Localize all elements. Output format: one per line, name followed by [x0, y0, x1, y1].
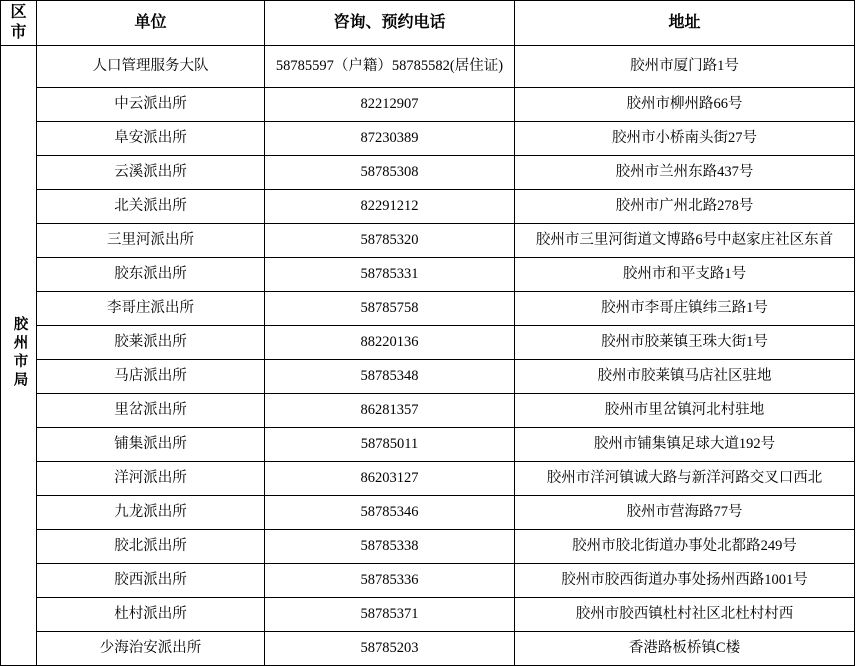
table-row	[1, 326, 855, 360]
address-cell: 胶州市李哥庄镇纬三路1号	[515, 292, 855, 326]
column-header-unit: 单位	[37, 1, 265, 46]
phone-cell: 87230389	[265, 122, 515, 156]
unit-cell: 胶北派出所	[37, 530, 265, 564]
phone-cell: 58785371	[265, 598, 515, 632]
phone-cell: 58785203	[265, 632, 515, 666]
region-label: 胶州市局	[11, 315, 28, 390]
unit-cell: 里岔派出所	[37, 394, 265, 428]
phone-cell: 58785597（户籍）58785582(居住证)	[265, 46, 515, 88]
address-cell: 胶州市铺集镇足球大道192号	[515, 428, 855, 462]
address-cell: 胶州市小桥南头街27号	[515, 122, 855, 156]
address-cell: 胶州市胶北街道办事处北都路249号	[515, 530, 855, 564]
address-cell: 胶州市胶莱镇马店社区驻地	[515, 360, 855, 394]
phone-cell: 86281357	[265, 394, 515, 428]
address-cell: 胶州市兰州东路437号	[515, 156, 855, 190]
table-row	[1, 224, 855, 258]
phone-cell: 58785011	[265, 428, 515, 462]
phone-cell: 58785348	[265, 360, 515, 394]
unit-cell: 洋河派出所	[37, 462, 265, 496]
table-row	[1, 598, 855, 632]
phone-cell: 58785346	[265, 496, 515, 530]
table-row	[1, 530, 855, 564]
table-row	[1, 190, 855, 224]
unit-cell: 阜安派出所	[37, 122, 265, 156]
table-row	[1, 292, 855, 326]
address-cell: 胶州市营海路77号	[515, 496, 855, 530]
table-row	[1, 258, 855, 292]
address-cell: 胶州市胶西街道办事处扬州西路1001号	[515, 564, 855, 598]
unit-cell: 北关派出所	[37, 190, 265, 224]
address-cell: 香港路板桥镇C楼	[515, 632, 855, 666]
address-cell: 胶州市三里河街道文博路6号中赵家庄社区东首	[515, 224, 855, 258]
column-header-address: 地址	[515, 1, 855, 46]
unit-cell: 胶莱派出所	[37, 326, 265, 360]
unit-cell: 胶西派出所	[37, 564, 265, 598]
unit-cell: 三里河派出所	[37, 224, 265, 258]
column-header-phone: 咨询、预约电话	[265, 1, 515, 46]
table-row	[1, 156, 855, 190]
address-cell: 胶州市广州北路278号	[515, 190, 855, 224]
table-row	[1, 360, 855, 394]
unit-cell: 九龙派出所	[37, 496, 265, 530]
table-body	[1, 46, 855, 666]
region-cell	[1, 46, 37, 666]
phone-cell: 88220136	[265, 326, 515, 360]
phone-cell: 58785308	[265, 156, 515, 190]
unit-cell: 人口管理服务大队	[37, 46, 265, 88]
phone-cell: 86203127	[265, 462, 515, 496]
address-cell: 胶州市里岔镇河北村驻地	[515, 394, 855, 428]
address-cell: 胶州市厦门路1号	[515, 46, 855, 88]
table-row	[1, 122, 855, 156]
phone-cell: 58785331	[265, 258, 515, 292]
phone-cell: 82291212	[265, 190, 515, 224]
table-row	[1, 428, 855, 462]
unit-cell: 云溪派出所	[37, 156, 265, 190]
address-cell: 胶州市胶西镇杜村社区北杜村村西	[515, 598, 855, 632]
address-cell: 胶州市和平支路1号	[515, 258, 855, 292]
unit-cell: 铺集派出所	[37, 428, 265, 462]
table-row	[1, 46, 855, 88]
address-cell: 胶州市洋河镇诚大路与新洋河路交叉口西北	[515, 462, 855, 496]
unit-cell: 少海治安派出所	[37, 632, 265, 666]
column-header-region: 区市	[1, 1, 37, 46]
unit-cell: 胶东派出所	[37, 258, 265, 292]
table-header	[1, 1, 855, 46]
table-row	[1, 564, 855, 598]
header-row	[1, 1, 855, 46]
phone-cell: 58785758	[265, 292, 515, 326]
table-row	[1, 394, 855, 428]
unit-cell: 马店派出所	[37, 360, 265, 394]
phone-cell: 58785336	[265, 564, 515, 598]
table-row	[1, 632, 855, 666]
unit-cell: 杜村派出所	[37, 598, 265, 632]
unit-cell: 中云派出所	[37, 88, 265, 122]
unit-cell: 李哥庄派出所	[37, 292, 265, 326]
phone-cell: 82212907	[265, 88, 515, 122]
address-cell: 胶州市胶莱镇王珠大街1号	[515, 326, 855, 360]
phone-cell: 58785338	[265, 530, 515, 564]
phone-cell: 58785320	[265, 224, 515, 258]
table-row	[1, 462, 855, 496]
table-row	[1, 88, 855, 122]
table-row	[1, 496, 855, 530]
address-cell: 胶州市柳州路66号	[515, 88, 855, 122]
